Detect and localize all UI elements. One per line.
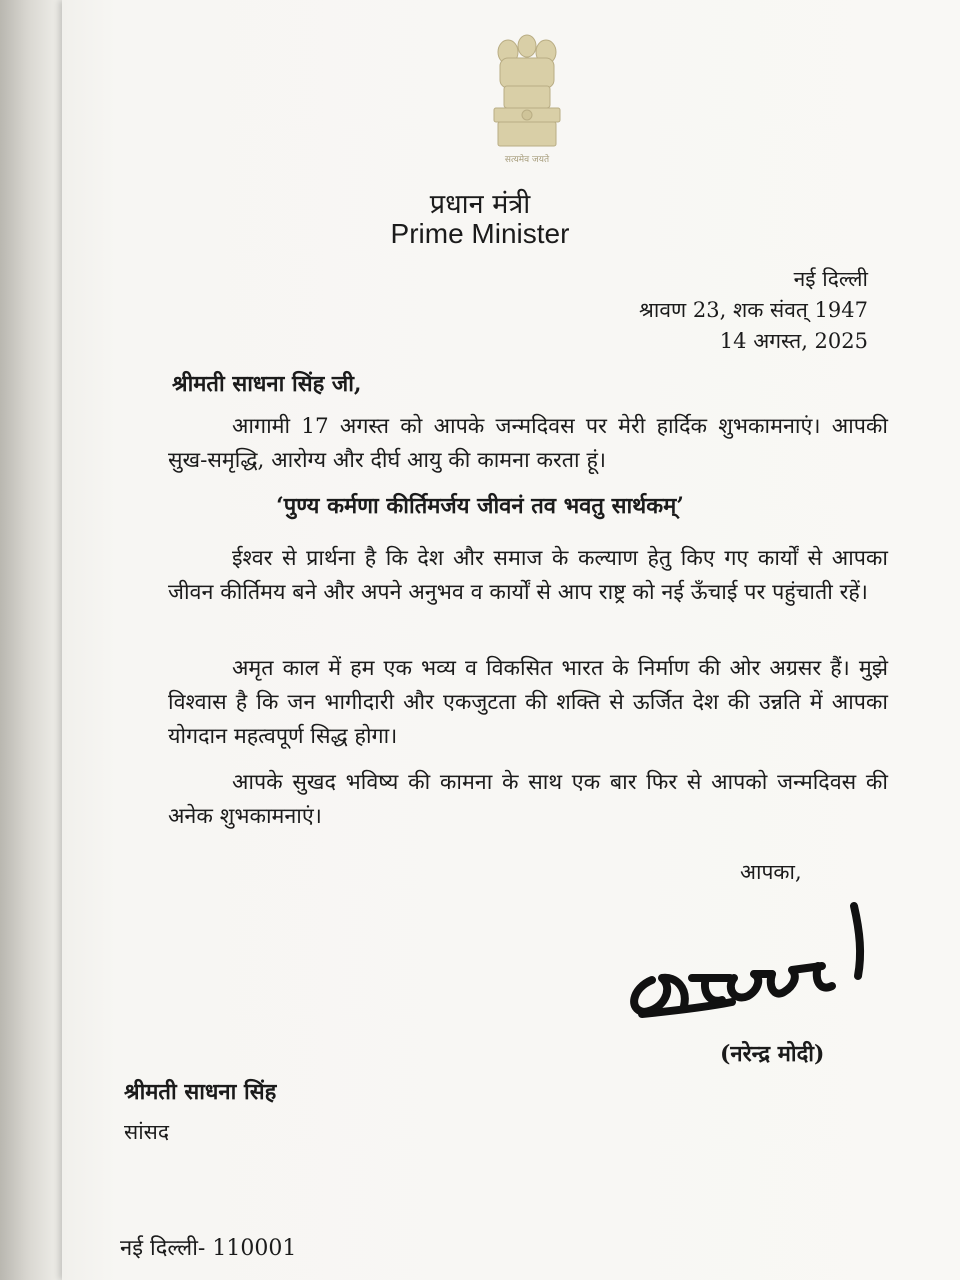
place-and-date [639, 264, 868, 357]
addressee-block [124, 1072, 276, 1152]
addressee-city-pin: नई दिल्ली- 110001 [120, 1236, 297, 1261]
closing: आपका, [740, 860, 802, 884]
addressee-designation: सांसद [124, 1120, 169, 1144]
addressee-name: श्रीमती साधना सिंह [124, 1079, 277, 1105]
sanskrit-quote: ‘पुण्य कर्मणा कीर्तिमर्जय जीवनं तव भवतु सार्थकम्’ [276, 493, 684, 519]
date-saka: श्रावण 23, शक संवत् 1947 [639, 298, 868, 322]
office-title-english: Prime Minister [390, 218, 570, 249]
paragraph-1: आगामी 17 अगस्त को आपके जन्मदिवस पर मेरी हार्दिक शुभकामनाएं। आपकी सुख-समृद्धि, आरोग्य और दीर्घ आयु की कामना करता हूं। [168, 414, 888, 473]
date-gregorian: 14 अगस्त, 2025 [719, 329, 868, 353]
salutation: श्रीमती साधना सिंह जी, [172, 371, 362, 397]
paragraph-2: ईश्वर से प्रार्थना है कि देश और समाज के कल्याण हेतु किए गए कार्यों से आपका जीवन कीर्तिमय बने और अपने अनुभव व कार्यों से आप राष्ट्र को नई ऊँचाई पर पहुंचाती रहें। [168, 546, 888, 605]
handwritten-signature [622, 892, 874, 1024]
paragraph-3: अमृत काल में हम एक भव्य व विकसित भारत के निर्माण की ओर अग्रसर हैं। मुझे विश्वास है कि जन भागीदारी और एकजुटता की शक्ति से ऊर्जित देश की उन्नति में आपका योगदान महत्वपूर्ण सिद्ध होगा। [168, 656, 888, 749]
emblem-motto: सत्यमेव जयते [504, 155, 550, 165]
office-title-hindi: प्रधान मंत्री [429, 189, 531, 220]
signer-name: (नरेन्द्र मोदी) [720, 1041, 825, 1067]
place: नई दिल्ली [793, 267, 868, 291]
national-emblem-icon [482, 28, 572, 168]
paragraph-4: आपके सुखद भविष्य की कामना के साथ एक बार फिर से आपको जन्मदिवस की अनेक शुभकामनाएं। [168, 770, 888, 829]
